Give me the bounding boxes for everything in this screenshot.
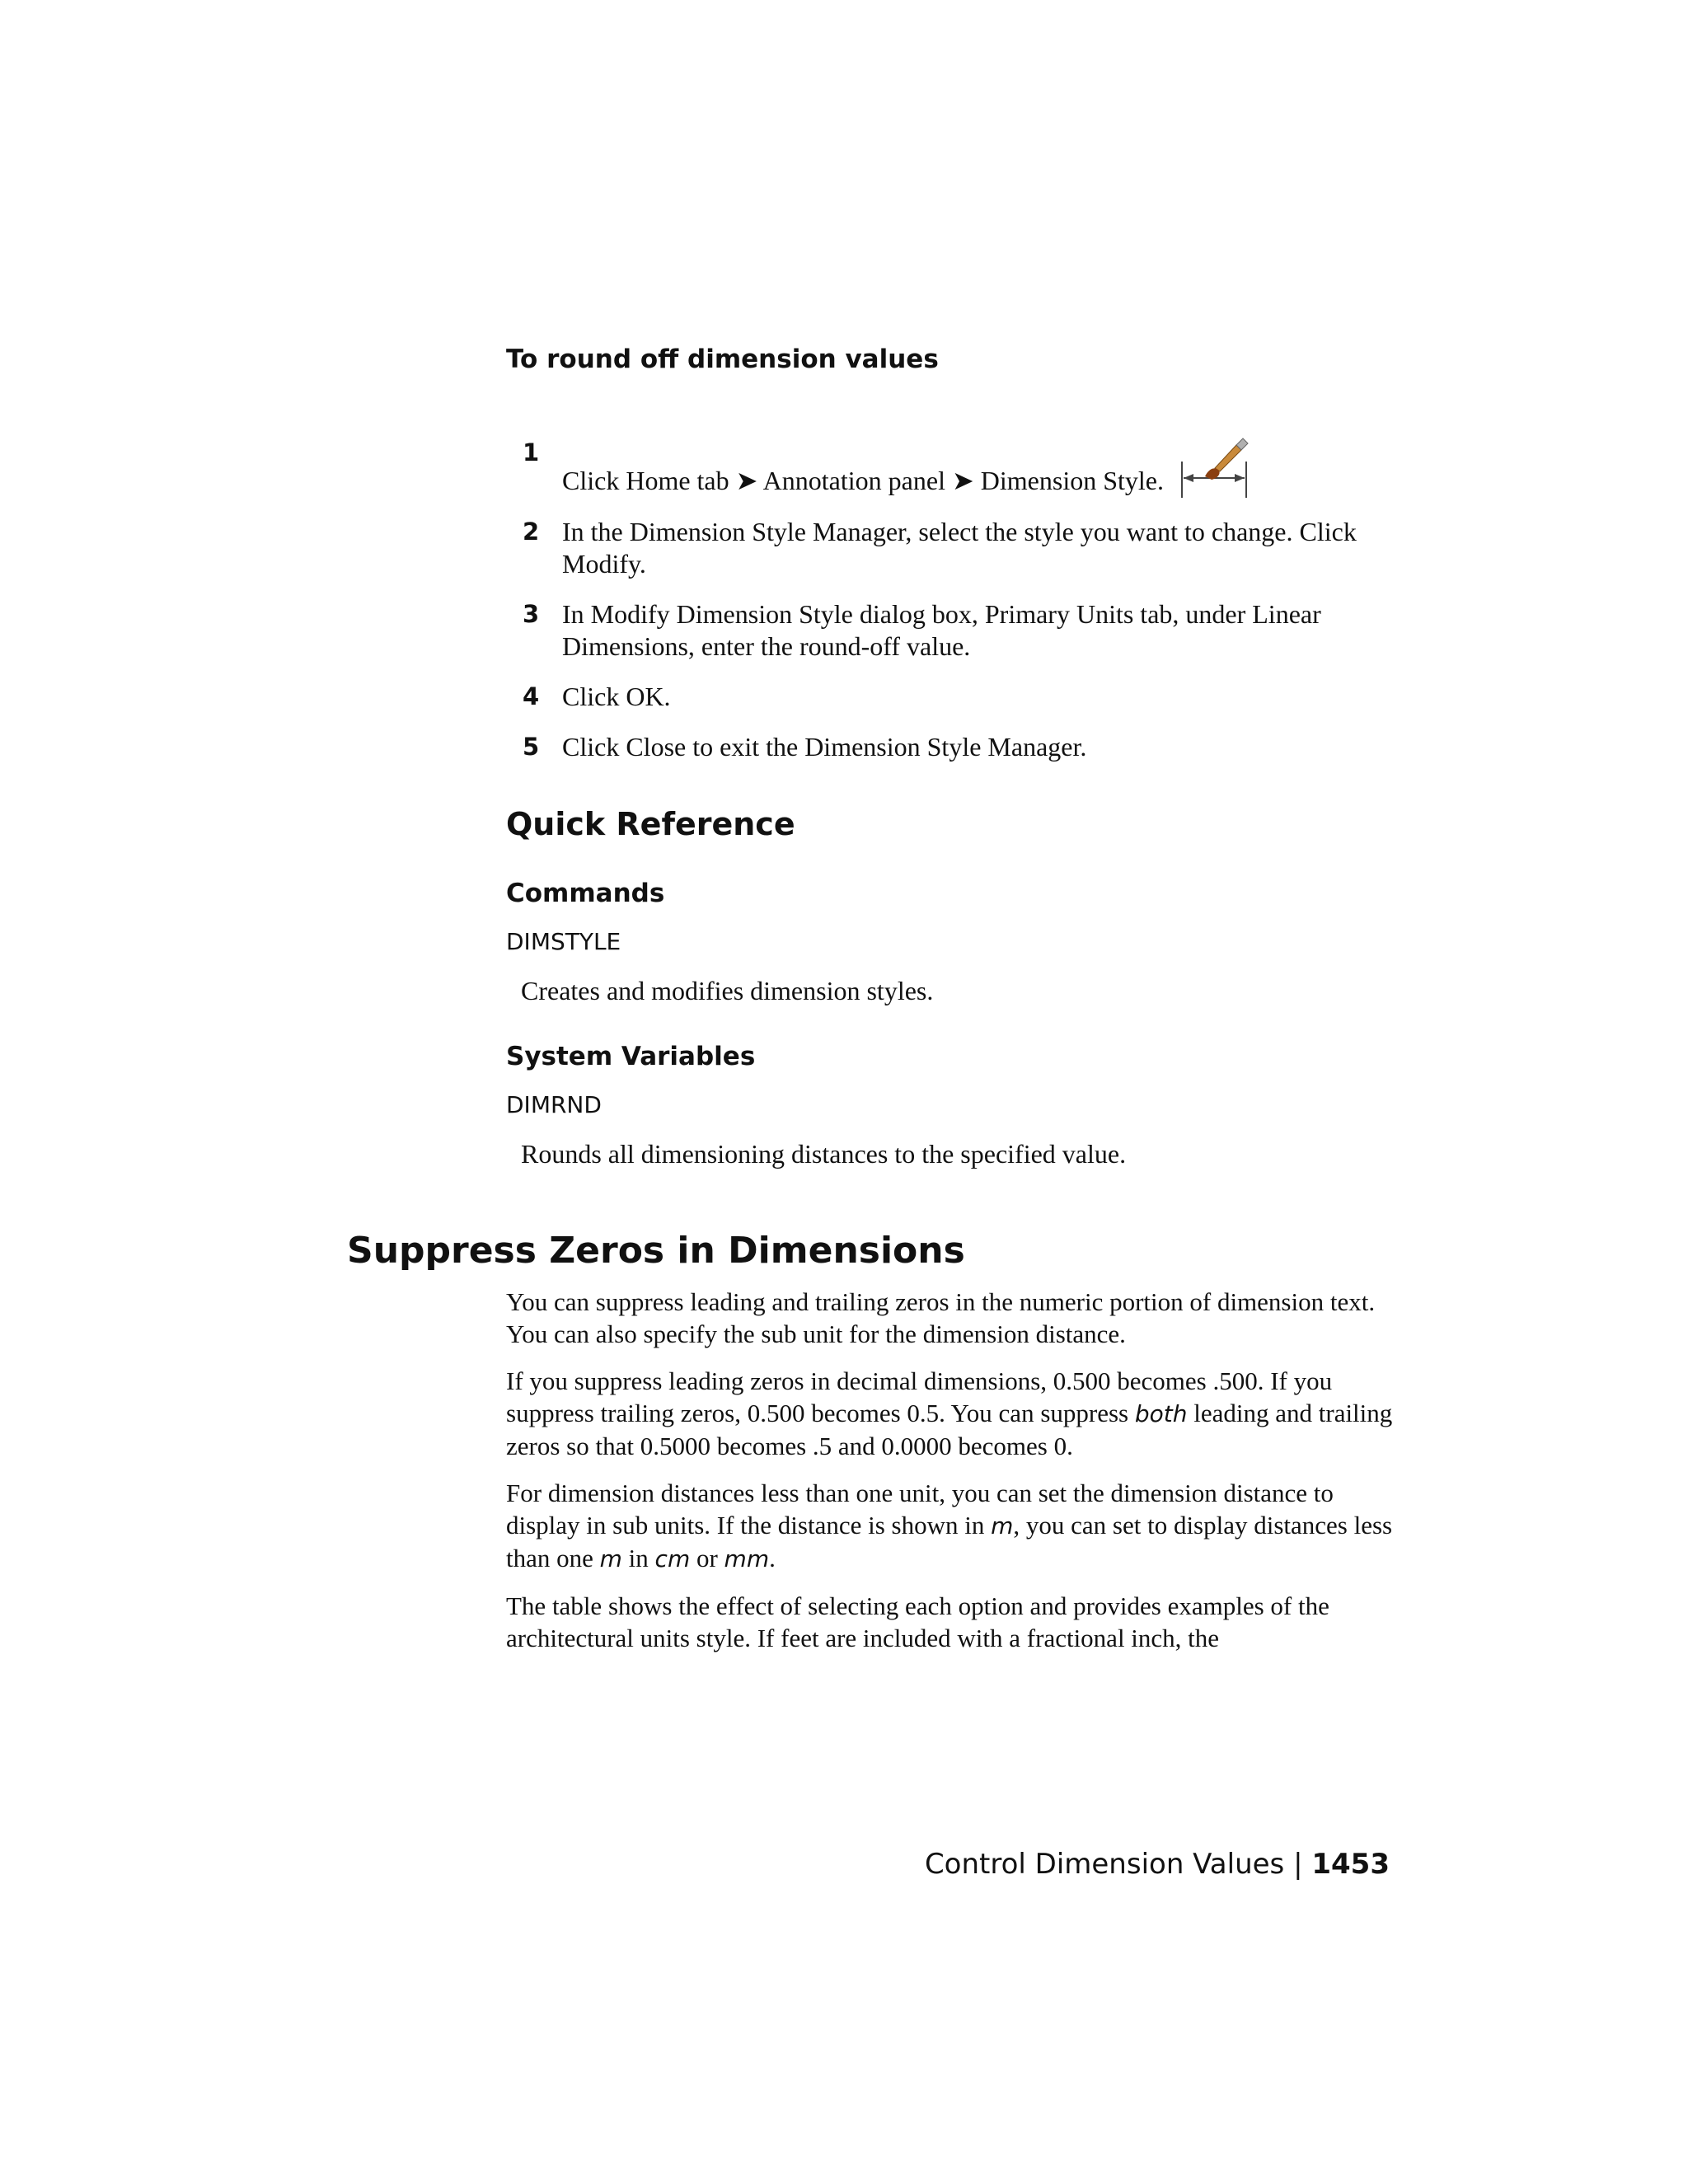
step-text: Click Close to exit the Dimension Style Manager. — [562, 732, 1087, 762]
dimension-style-icon — [1177, 437, 1251, 498]
step-number: 1 — [523, 438, 540, 466]
page-number: 1453 — [1311, 1848, 1390, 1881]
step-text: Click OK. — [562, 682, 671, 711]
procedure-steps — [506, 437, 1404, 781]
paragraph-3: For dimension distances less than one unit, you can set the dimension distance to display in sub units. If the distance is shown in m, you can set to display distances less than one m in cm or mm. — [506, 1479, 1393, 1572]
step-4 — [506, 681, 1404, 713]
section-body — [506, 1286, 1400, 1669]
sysvar-name: DIMRND — [506, 1091, 602, 1118]
step-number: 5 — [523, 733, 540, 761]
commands-heading: Commands — [506, 879, 665, 908]
system-variables-heading: System Variables — [506, 1042, 756, 1071]
paragraph-4: The table shows the effect of selecting each option and provides examples of the architectural units style. If feet are included with a fractional inch, the — [506, 1591, 1329, 1652]
page-footer — [925, 1848, 1390, 1881]
command-description: Creates and modifies dimension styles. — [521, 976, 934, 1005]
step-2 — [506, 516, 1404, 580]
step-5 — [506, 731, 1404, 763]
footer-separator: | — [1293, 1848, 1303, 1881]
paragraph-2: If you suppress leading zeros in decimal dimensions, 0.500 becomes .500. If you suppress trailing zeros, 0.500 becomes 0.5. You can suppress both leading and trailing zeros so that 0.5000 becomes .5 and 0.0000 becomes 0. — [506, 1366, 1393, 1460]
step-3 — [506, 598, 1404, 663]
sysvar-description: Rounds all dimensioning distances to the specified value. — [521, 1139, 1127, 1169]
section-title: Suppress Zeros in Dimensions — [347, 1230, 965, 1272]
command-name: DIMSTYLE — [506, 928, 621, 955]
step-text: Click Home tab ➤ Annotation panel ➤ Dimension Style. — [562, 466, 1164, 495]
step-text: In the Dimension Style Manager, select the style you want to change. Click Modify. — [562, 517, 1357, 579]
step-1 — [506, 437, 1404, 498]
paragraph-1: You can suppress leading and trailing zeros in the numeric portion of dimension text. You can also specify the sub unit for the dimension distance. — [506, 1287, 1376, 1348]
step-number: 4 — [523, 682, 540, 710]
footer-section-title: Control Dimension Values — [924, 1848, 1285, 1881]
quick-reference-heading: Quick Reference — [506, 806, 795, 842]
procedure-title: To round off dimension values — [506, 344, 939, 374]
step-number: 3 — [523, 600, 540, 628]
step-text: In Modify Dimension Style dialog box, Primary Units tab, under Linear Dimensions, enter the round-off value. — [562, 599, 1321, 661]
step-number: 2 — [523, 518, 540, 546]
